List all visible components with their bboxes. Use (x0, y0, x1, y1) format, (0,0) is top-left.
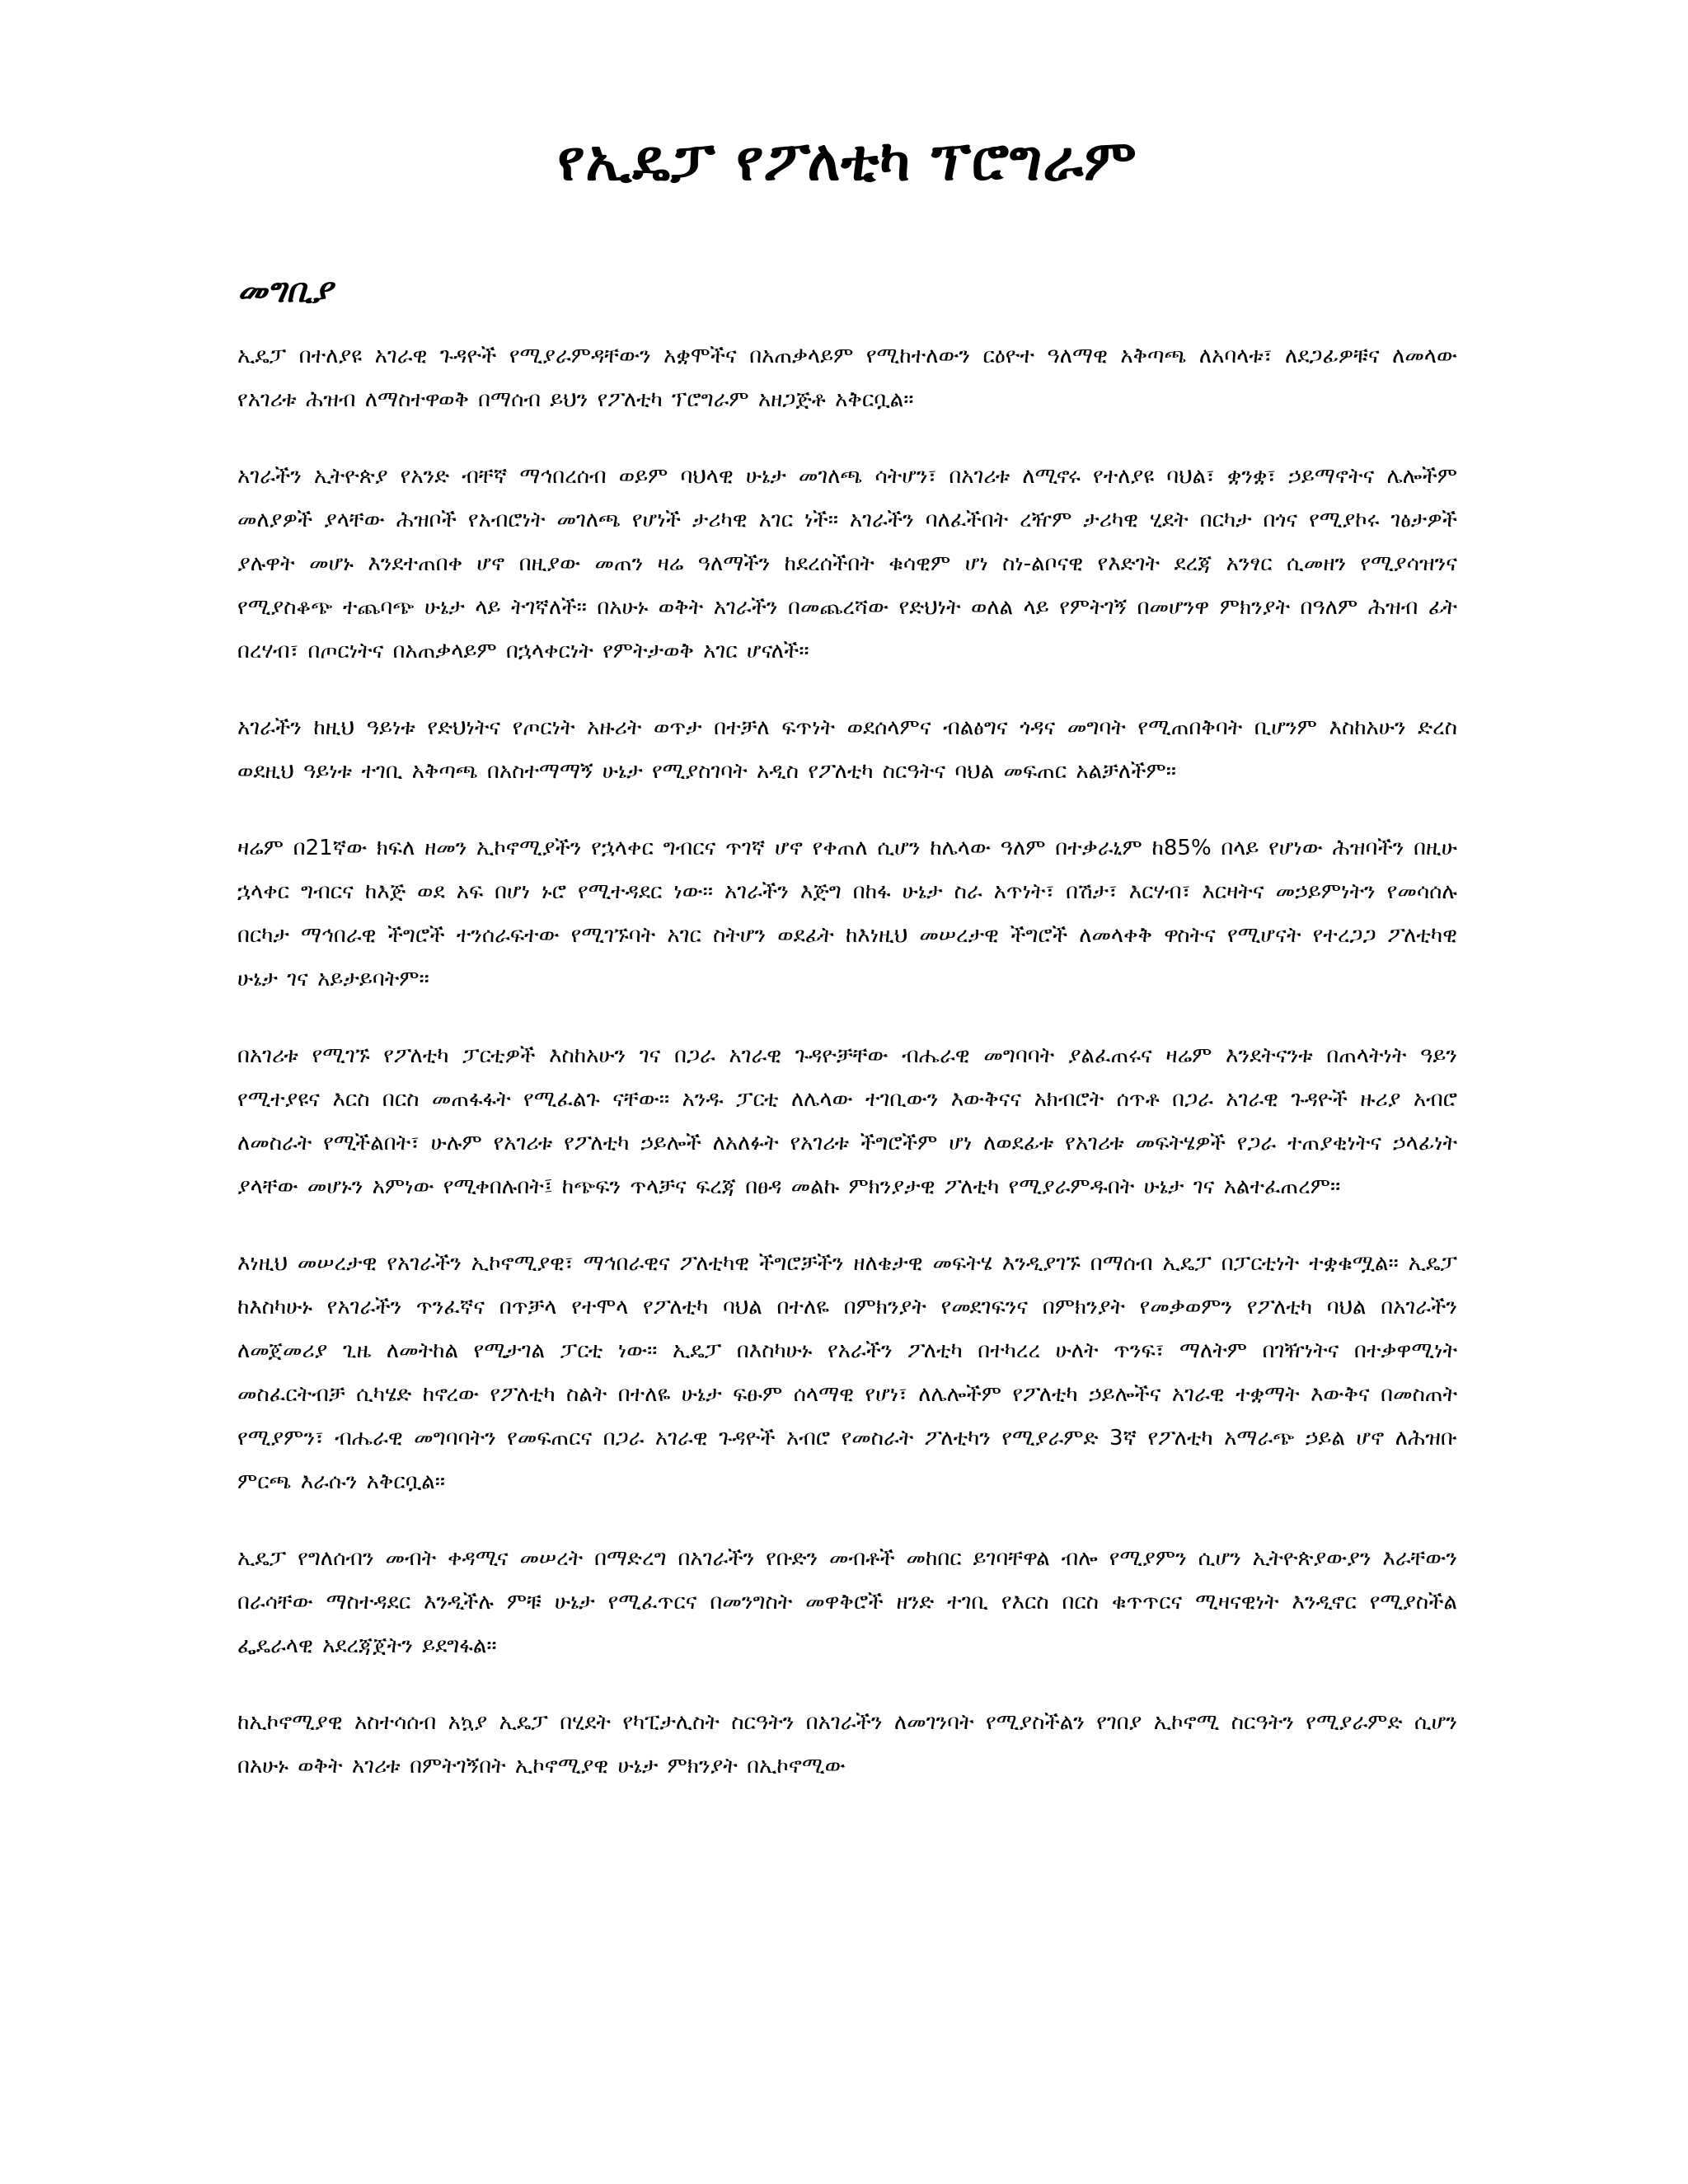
paragraph-6: እነዚህ መሠረታዊ የአገራችን ኢኮኖሚያዊ፣ ማኅበራዊና ፖለቲካዊ ችግሮቻችን ዘለቄታዊ መፍትሄ እንዲያገኙ በማሰብ ኢዴፓ በፓርቲነት ተቋቁሟል፡፡ ኢዴፓ ከእስካሁኑ የአገራችን ጥንፈኛና በጥቻላ የተሞላ የፖለቲካ ባህል በተለዬ በምክንያት የመደገፍንና በምክንያት የመቃወምን የፖለቲካ ባህል በአገራችን ለመጀመሪያ ጊዜ ለመትከል የሚታገል ፓርቲ ነው፡፡ ኢዴፓ በእስካሁኑ የአራችን ፖለቲካ በተካረረ ሁለት ጥንፍ፣ ማለትም በገዥነትና በተቃዋሚነት መስፈርትብቻ ሲካሄድ ከኖረው የፖለቲካ ስልት በተለዬ ሁኔታ ፍፁም ሰላማዊ የሆነ፣ ለሌሎችም የፖለቲካ ኃይሎችና አገራዊ ተቋማት እውቅና በመስጠት የሚያምን፣ ብሔራዊ መግባባትን የመፍጠርና በጋራ አገራዊ ጉዳዮች አብሮ የመስራት ፖለቲካን የሚያራምድ 3ኛ የፖለቲካ አማራጭ ኃይል ሆኖ ለሕዝቡ ምርጫ እራሱን አቅርቧል፡፡ (237, 1251, 1457, 1494)
paragraph-1: ኢዴፓ በተለያዩ አገራዊ ጉዳዮች የሚያራምዳቸውን አቋሞችና በአጠቃላይም የሚከተለውን ርዕዮተ ዓለማዊ አቅጣጫ ለአባላቱ፣ ለደጋፊዎቹና ለመላው የአገሪቱ ሕዝብ ለማስተዋወቅ በማሰብ ይህን የፖለቲካ ፕሮግራም አዘጋጅቶ አቅርቧል፡፡ (237, 344, 1457, 412)
paragraph-5: በአገሪቱ የሚገኙ የፖለቲካ ፓርቲዎች እስከአሁን ገና በጋራ አገራዊ ጉዳዮቻቸው ብሔራዊ መግባባት ያልፈጠሩና ዛሬም እንደትናንቱ በጠላትነት ዓይን የሚተያዩና እርስ በርስ መጠፋፋት የሚፈልጉ ናቸው፡፡ አንዱ ፓርቲ ለሌላው ተገቢውን እውቅናና አክብሮት ሰጥቶ በጋራ አገራዊ ጉዳዮች ዙሪያ አብሮ ለመስራት የሚችልበት፣ ሁሉም የአገሪቱ የፖለቲካ ኃይሎች ለአለፉት የአገሪቱ ችግሮችም ሆነ ለወደፊቱ የአገሪቱ መፍትሄዎች የጋራ ተጠያቂነትና ኃላፊነት ያላቸው መሆኑን አምነው የሚቀበሉበት፤ ከጭፍን ጥላቻና ፍረጃ በፀዳ መልኩ ምክንያታዊ ፖለቲካ የሚያራምዱበት ሁኔታ ገና አልተፈጠረም፡፡ (237, 1043, 1457, 1199)
section-heading-introduction: መግቢያ (237, 271, 332, 310)
paragraph-7: ኢዴፓ የግለሰብን መብት ቀዳሚና መሠረት በማድረግ በአገራችን የቡድን መብቶች መከበር ይገባቸዋል ብሎ የሚያምን ሲሆን ኢትዮጵያውያን እራቸውን በራሳቸው ማስተዳደር እንዲችሉ ምቹ ሁኔታ የሚፈጥርና በመንግስት መዋቅሮች ዘንድ ተገቢ የእርስ በርስ ቁጥጥርና ሚዛናዊነት እንዲኖር የሚያስችል ፌዴራላዊ አደረጃጀትን ይደግፋል፡፡ (237, 1546, 1458, 1658)
document-title: የኢዴፓ የፖለቲካ ፕሮግራም (557, 128, 1137, 194)
paragraph-2: አገራችን ኢትዮጵያ የአንድ ብቸኛ ማኅበረሰብ ወይም ባህላዊ ሁኔታ መገለጫ ሳትሆን፣ በአገሪቱ ለሚኖሩ የተለያዩ ባህል፣ ቋንቋ፣ ኃይማኖትና ሌሎችም መለያዎች ያላቸው ሕዝቦች የአብሮነት መገለጫ የሆነች ታሪካዊ አገር ነች፡፡ አገራችን ባለፈችበት ረዥም ታሪካዊ ሂደት በርካታ በጎና የሚያኮሩ ገፅታዎች ያሉዋት መሆኑ እንደተጠበቀ ሆኖ በዚያው መጠን ዛሬ ዓለማችን ከደረሰችበት ቁሳዊም ሆነ ስነ-ልቦናዊ የእድገት ደረጃ አንፃር ሲመዘን የሚያሳዝንና የሚያስቆጭ ተጨባጭ ሁኔታ ላይ ትገኛለች፡፡ በአሁኑ ወቅት አገራችን በመጨረሻው የድህነት ወለል ላይ የምትገኝ በመሆንዋ ምክንያት በዓለም ሕዝብ ፊት በረሃብ፣ በጦርነትና በአጠቃላይም በኋላቀርነት የምትታወቅ አገር ሆናለች፡፡ (237, 464, 1457, 663)
paragraph-3: አገራችን ከዚህ ዓይነቱ የድህነትና የጦርነት አዙሪት ወጥታ በተቻለ ፍጥነት ወደሰላምና ብልፅግና ጎዳና መግባት የሚጠበቅባት ቢሆንም እስከአሁን ድረስ ወደዚህ ዓይነቱ ተገቢ አቅጣጫ በአስተማማኝ ሁኔታ የሚያስገባት አዲስ የፖለቲካ ስርዓትና ባህል መፍጠር አልቻለችም፡፡ (237, 715, 1457, 784)
paragraph-4: ዛሬም በ21ኛው ክፍለ ዘመን ኢኮኖሚያችን የኋላቀር ግብርና ጥገኛ ሆኖ የቀጠለ ሲሆን ከሌላው ዓለም በተቃራኒም ከ85% በላይ የሆነው ሕዝባችን በዚሁ ኋላቀር ግብርና ከእጅ ወደ አፍ በሆነ ኑሮ የሚተዳደር ነው፡፡ አገራችን እጅግ በከፋ ሁኔታ ስራ አጥነት፣ በሽታ፣ እርሃብ፣ እርዛትና መኃይምነትን የመሳሰሉ በርካታ ማኅበራዊ ችግሮች ተንሰራፍተው የሚገኙባት አገር ስትሆን ወደፊት ከእነዚህ መሠረታዊ ችግሮች ለመላቀቅ ዋስትና የሚሆናት የተረጋጋ ፖለቲካዊ ሁኔታ ገና አይታይባትም፡፡ (237, 836, 1457, 991)
paragraph-8: ከኢኮኖሚያዊ አስተሳሰብ አኳያ ኢዴፓ በሂደት የካፒታሊስት ስርዓትን በአገራችን ለመገንባት የሚያስችልን የገበያ ኢኮኖሚ ስርዓትን የሚያራምድ ሲሆን በአሁኑ ወቅት አገሪቱ በምትገኝበት ኢኮኖሚያዊ ሁኔታ ምክንያት በኢኮኖሚው (237, 1710, 1457, 1779)
